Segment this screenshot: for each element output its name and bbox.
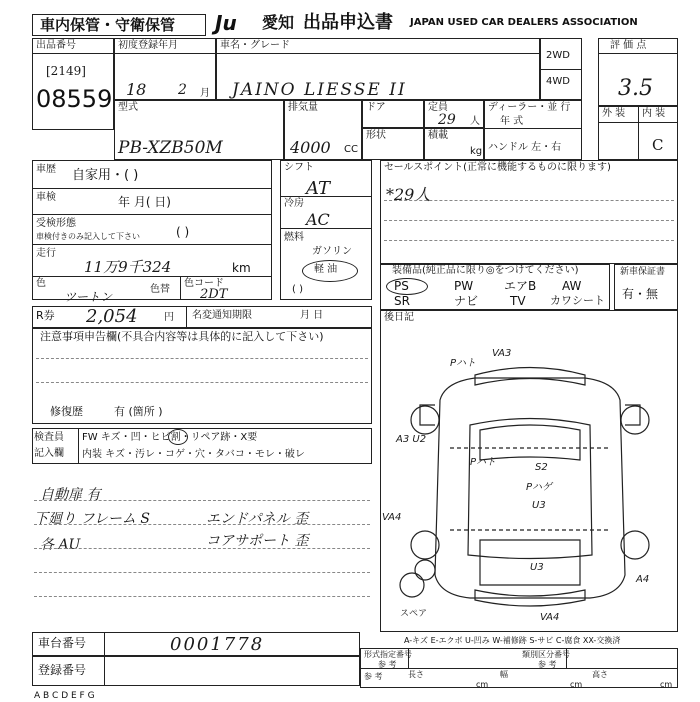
reg-label: 登録番号 [38,663,87,677]
fuel-diesel: 軽 油 [314,264,338,275]
rtax-unit: 円 [164,312,174,323]
fw-line: FW キズ・凹・ヒビ割・リペア跡・X要 [82,432,258,443]
interior-label: 内 装 [642,108,666,119]
new-warranty-value: 有・無 [622,287,659,301]
mark-va4b: VA4 [540,612,560,623]
equip-item: カワシート [550,294,605,307]
rear-label: 後日記 [384,312,414,323]
color-label: 色 [36,278,46,289]
fuel-gas: ガソリン [312,246,352,257]
capacity-label: 定員 [428,102,448,113]
mark-spare: スペア [400,609,428,619]
mileage-value: 11万9千324 [84,258,172,276]
lot-label: 出品番号 [36,40,76,51]
equip-item: PS [394,279,409,293]
bottom-row: A B C D E F G [34,691,95,701]
drive-2wd: 2WD [546,50,570,61]
score-value: 3.5 [618,76,653,101]
note-line-right: エンドパネル 歪 [206,511,309,527]
org-name-en: JAPAN USED CAR DEALERS ASSOCIATION [410,17,638,28]
first-reg-year: 18 [126,80,147,99]
mileage-unit: km [232,261,251,275]
notes-label: 注意事項申告欄(不具合内容等は具体的に記入して下さい) [40,330,324,343]
shift-label: シフト [284,162,314,173]
exterior-label: 外 装 [602,108,626,119]
fuel-paren: ( ) [292,284,303,295]
storage-label: 車内保管・守衛保管 [40,16,176,34]
equip-item: PW [454,279,474,293]
inspection-value: 年 月( 日) [118,195,171,209]
note-line-right: コアサポート 歪 [206,533,309,549]
inspector-label: 検査員 [34,432,64,443]
repair-value: 有 (箇所 ) [114,405,163,418]
drive-4wd: 4WD [546,76,570,87]
selling-box [380,160,678,264]
equip-item: ナビ [454,294,479,308]
note-line: 自動扉 有 [40,487,101,503]
capacity-unit: 人 [470,116,480,127]
mark-u3b: U3 [530,562,544,573]
displacement-unit: CC [344,144,358,155]
equip-item: エアB [504,279,537,293]
note-line: 下廻り フレーム S [34,511,150,527]
cm-1: cm [476,680,489,689]
equip-item: SR [394,294,410,308]
mark-u3a: U3 [532,500,546,511]
door-label: ドア [366,102,386,113]
inspection-label: 車検 [36,192,56,203]
lot-small: [2149] [46,64,86,78]
interior-value: C [652,136,664,154]
color-code-value: 2DT [200,287,228,302]
vehicle-diagram [380,330,678,630]
mark-a4: A4 [636,574,650,585]
displacement-value: 4000 [290,138,331,157]
length-label: 長さ [408,670,424,679]
handle-label: ハンドル 左・右 [488,142,562,153]
cm-3: cm [660,680,673,689]
fuel-label: 燃料 [284,232,304,243]
mileage-label: 走行 [36,248,56,259]
lot-number: 08559 [36,85,113,113]
first-reg-month: 2 [178,82,187,98]
mark-va3: VA3 [492,348,512,359]
equip-item: TV [510,294,526,308]
ac-value: AC [306,210,330,229]
color-value: ツートン [64,290,113,304]
note-line: 各 AU [40,537,81,553]
model-label: 車名・グレード [220,40,290,51]
mark-a3u2: A3 U2 [396,434,427,445]
equip-grid [380,278,610,310]
mark-pwd: Pハゲ [526,482,553,493]
receipt-label: 受検形態 [36,218,76,229]
width-label: 幅 [500,670,508,679]
legend: A-キズ E-エクボ U-凹み W-補修跡 S-サビ C-腐食 XX-交換済 [404,636,621,645]
year-label: 年 式 [500,116,524,127]
mark-va4: VA4 [382,512,402,523]
color-change-label: 色替 [150,284,170,295]
first-reg-unit: 月 [200,88,210,99]
fw-circle-mark [168,429,188,445]
height-label: 高さ [592,670,608,679]
name-change-value: 月 日 [300,310,324,321]
cm-2: cm [570,680,583,689]
equip-item: AW [562,279,582,293]
new-warranty-label: 新車保証書 [620,267,666,277]
shift-value: AT [306,178,331,199]
displacement-label: 排気量 [288,102,318,113]
loading-label: 積載 [428,130,448,141]
rtax-value: 2,054 [86,306,138,327]
logo-region: 愛知 [262,13,295,32]
name-change-label: 名変通知期限 [192,310,252,321]
ref-3: 参 考 [364,672,383,681]
model-value: JAINO LIESSE II [232,80,407,100]
ju-logo: Ju [215,11,237,35]
selling-label: セールスポイント(正常に機能するものに限ります) [384,162,611,173]
color-code-label: 色コード [184,278,224,289]
ref-1: 参 考 [378,660,397,669]
mark-pt-mid: Pハト [470,457,496,468]
equip-label: 装備品(純正品に限り◎をつけてください) [392,265,579,276]
dealer-label: ディーラー・並 行 [488,102,571,113]
info-left-box [32,160,272,300]
entry-label: 記入欄 [34,448,64,459]
interior-line: 内装 キズ・汚レ・コゲ・穴・タバコ・モレ・破レ [82,449,305,460]
rtax-label: R券 [36,309,55,322]
chassis-label: 車台番号 [38,636,87,650]
selling-value: *29人 [386,185,431,204]
receipt-paren: ( ) [176,225,190,239]
capacity-value: 29 [438,112,456,128]
form-label-1: 形式指定番号 [364,650,412,659]
chassis-value: 0001778 [170,634,265,655]
receipt-note: 車検付きのみ記入して下さい [36,232,140,241]
form-title: 出品申込書 [303,12,393,33]
history-label: 車歴 [36,164,56,175]
ref-2: 参 考 [538,660,557,669]
type-value: PB-XZB50M [118,138,223,158]
repair-label: 修復歴 [50,405,83,418]
shape-label: 形状 [366,130,386,141]
ac-label: 冷房 [284,198,304,209]
mark-pt-top: Pハト [450,358,476,369]
mark-s2: S2 [535,462,548,473]
history-value: 自家用・( ) [72,168,139,183]
first-reg-label: 初度登録年月 [118,40,178,51]
loading-unit: kg [470,146,483,157]
score-label: 評 価 点 [610,40,647,51]
form-label-2: 類別区分番号 [522,650,570,659]
type-label: 型式 [118,102,138,113]
